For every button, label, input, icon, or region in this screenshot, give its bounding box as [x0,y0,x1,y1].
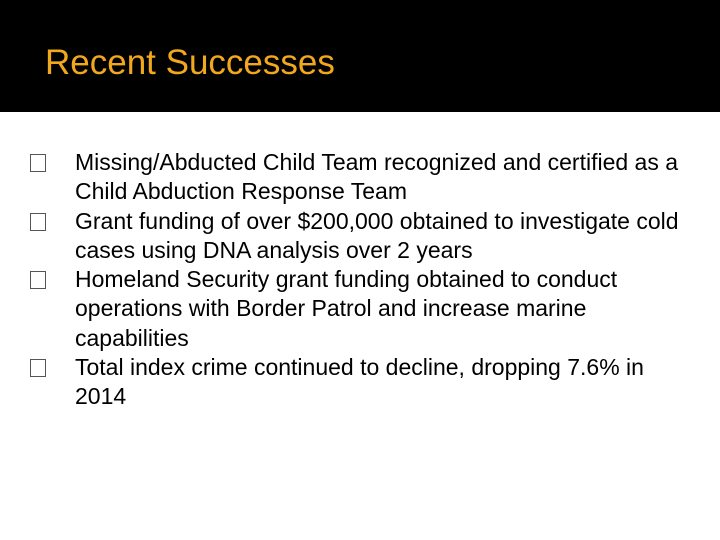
bullet-box-icon [30,271,46,289]
bullet-item [30,265,700,353]
bullet-text: Missing/Abducted Child Team recognized and certified as a Child Abduction Response Team [75,149,679,205]
title-bar [0,0,720,112]
bullet-box-icon [30,154,46,172]
bullet-text: Total index crime continued to decline, dropping 7.6% in 2014 [75,354,644,410]
bullet-box-icon [30,359,46,377]
bullet-text: Grant funding of over $200,000 obtained to investigate cold cases using DNA analysis over 2 years [75,207,679,263]
bullet-list [30,148,700,412]
bullet-item [30,207,700,266]
bullet-item [30,148,700,207]
bullet-item [30,353,700,412]
bullet-text: Homeland Security grant funding obtained to conduct operations with Border Patrol and increase marine capabilities [75,266,618,351]
slide-title: Recent Successes [45,43,335,82]
bullet-box-icon [30,213,46,231]
